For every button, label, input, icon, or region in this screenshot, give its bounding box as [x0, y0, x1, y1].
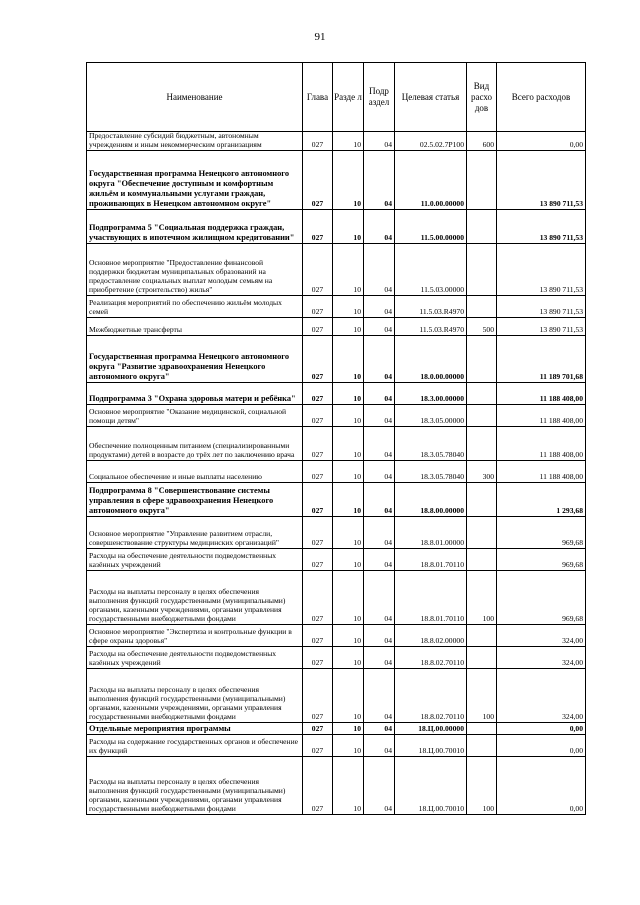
table-row: [87, 427, 586, 461]
cell-total: 11 188 408,00: [497, 427, 586, 461]
cell-total: 324,00: [497, 625, 586, 647]
table-row: [87, 517, 586, 549]
cell-name: Реализация мероприятий по обеспечению жильём молодых семей: [87, 296, 303, 318]
table-row: [87, 244, 586, 296]
table-row: [87, 318, 586, 336]
cell-article: 18.8.00.00000: [395, 483, 467, 517]
cell-name: Подпрограмма 8 "Совершенствование системы управления в сфере здравоохранения Ненецкого автономного округа": [87, 483, 303, 517]
cell-vid: [467, 647, 497, 669]
cell-podrazdel: 04: [364, 427, 395, 461]
table-row: [87, 723, 586, 735]
cell-name: Подпрограмма 5 "Социальная поддержка граждан, участвующих в ипотечном жилищном кредитовании": [87, 210, 303, 244]
cell-vid: [467, 517, 497, 549]
cell-vid: 100: [467, 669, 497, 723]
cell-vid: [467, 483, 497, 517]
cell-podrazdel: 04: [364, 735, 395, 757]
table-row: [87, 669, 586, 723]
cell-podrazdel: 04: [364, 296, 395, 318]
header-vid: Вид расхо дов: [467, 63, 497, 132]
cell-article: 18.0.00.00000: [395, 336, 467, 383]
cell-name: Основное мероприятие "Экспертиза и контрольные функции в сфере охраны здоровья": [87, 625, 303, 647]
cell-total: 0,00: [497, 723, 586, 735]
cell-razdel: 10: [333, 517, 364, 549]
cell-article: 18.Ц.00.00000: [395, 723, 467, 735]
cell-glava: 027: [303, 151, 333, 210]
cell-glava: 027: [303, 723, 333, 735]
cell-podrazdel: 04: [364, 669, 395, 723]
cell-article: 18.8.02.70110: [395, 669, 467, 723]
cell-total: 11 188 408,00: [497, 405, 586, 427]
cell-glava: 027: [303, 318, 333, 336]
table-row: [87, 405, 586, 427]
cell-glava: 027: [303, 625, 333, 647]
cell-article: 18.3.05.78040: [395, 427, 467, 461]
cell-razdel: 10: [333, 735, 364, 757]
header-podrazdel: Подр аздел: [364, 63, 395, 132]
cell-vid: 100: [467, 757, 497, 815]
cell-total: 13 890 711,53: [497, 151, 586, 210]
cell-razdel: 10: [333, 132, 364, 151]
cell-vid: [467, 336, 497, 383]
cell-podrazdel: 04: [364, 625, 395, 647]
cell-total: 969,68: [497, 517, 586, 549]
cell-total: 13 890 711,53: [497, 244, 586, 296]
cell-razdel: 10: [333, 210, 364, 244]
cell-vid: [467, 244, 497, 296]
cell-article: 11.5.03.R4970: [395, 318, 467, 336]
cell-total: 969,68: [497, 549, 586, 571]
cell-podrazdel: 04: [364, 647, 395, 669]
cell-razdel: 10: [333, 483, 364, 517]
cell-razdel: 10: [333, 427, 364, 461]
cell-glava: 027: [303, 735, 333, 757]
budget-table: [86, 62, 586, 815]
cell-name: Основное мероприятие "Управление развитием отрасли, совершенствование структуры медицинских организаций": [87, 517, 303, 549]
cell-vid: 100: [467, 571, 497, 625]
table-row: [87, 461, 586, 483]
table-row: [87, 647, 586, 669]
cell-podrazdel: 04: [364, 483, 395, 517]
table-row: [87, 336, 586, 383]
cell-article: 11.5.03.00000: [395, 244, 467, 296]
cell-podrazdel: 04: [364, 318, 395, 336]
cell-article: 18.8.01.70110: [395, 571, 467, 625]
cell-glava: 027: [303, 517, 333, 549]
cell-vid: [467, 405, 497, 427]
cell-glava: 027: [303, 336, 333, 383]
cell-glava: 027: [303, 296, 333, 318]
cell-name: Расходы на содержание государственных органов и обеспечение их функций: [87, 735, 303, 757]
cell-glava: 027: [303, 210, 333, 244]
cell-podrazdel: 04: [364, 461, 395, 483]
cell-razdel: 10: [333, 296, 364, 318]
cell-name: Государственная программа Ненецкого автономного округа "Развитие здравоохранения Ненецкого автономного округа": [87, 336, 303, 383]
cell-vid: 600: [467, 132, 497, 151]
cell-article: 18.3.05.00000: [395, 405, 467, 427]
cell-podrazdel: 04: [364, 210, 395, 244]
cell-total: 11 189 701,68: [497, 336, 586, 383]
cell-razdel: 10: [333, 383, 364, 405]
cell-name: Обеспечение полноценным питанием (специализированными продуктами) детей в возрасте до трёх лет по заключению врача: [87, 427, 303, 461]
header-name: Наименование: [87, 63, 303, 132]
cell-name: Расходы на выплаты персоналу в целях обеспечения выполнения функций государственными (муниципальными) органами, казенными учреждениями, органами управления государственными внебюджетными фондами: [87, 757, 303, 815]
cell-article: 18.8.02.00000: [395, 625, 467, 647]
cell-name: Основное мероприятие "Предоставление финансовой поддержки бюджетам муниципальных образований на предоставление социальных выплат молодым семьям на приобретение (строительство) жилья": [87, 244, 303, 296]
cell-article: 18.8.01.70110: [395, 549, 467, 571]
cell-vid: [467, 723, 497, 735]
cell-vid: [467, 549, 497, 571]
cell-name: Отдельные мероприятия программы: [87, 723, 303, 735]
cell-name: Расходы на обеспечение деятельности подведомственных казённых учреждений: [87, 549, 303, 571]
cell-article: 18.3.05.78040: [395, 461, 467, 483]
cell-total: 13 890 711,53: [497, 296, 586, 318]
cell-name: Расходы на выплаты персоналу в целях обеспечения выполнения функций государственными (муниципальными) органами, казенными учреждениями, органами управления государственными внебюджетными фондами: [87, 571, 303, 625]
cell-podrazdel: 04: [364, 383, 395, 405]
cell-glava: 027: [303, 571, 333, 625]
table-row: [87, 549, 586, 571]
cell-glava: 027: [303, 132, 333, 151]
cell-glava: 027: [303, 483, 333, 517]
cell-name: Межбюджетные трансферты: [87, 318, 303, 336]
cell-total: 13 890 711,53: [497, 318, 586, 336]
header-glava: Глава: [303, 63, 333, 132]
header-total: Всего расходов: [497, 63, 586, 132]
table-row: [87, 383, 586, 405]
cell-glava: 027: [303, 405, 333, 427]
cell-razdel: 10: [333, 318, 364, 336]
cell-total: 11 188 408,00: [497, 461, 586, 483]
cell-name: Предоставление субсидий бюджетным, автономным учреждениям и иным некоммерческим организациям: [87, 132, 303, 151]
cell-name: Расходы на обеспечение деятельности подведомственных казённых учреждений: [87, 647, 303, 669]
table-row: [87, 151, 586, 210]
cell-name: Подпрограмма 3 "Охрана здоровья матери и ребёнка": [87, 383, 303, 405]
cell-name: Основное мероприятие "Оказание медицинской, социальной помощи детям": [87, 405, 303, 427]
cell-article: 18.Ц.00.70010: [395, 757, 467, 815]
table-header-row: [87, 63, 586, 132]
table-row: [87, 625, 586, 647]
cell-total: 0,00: [497, 132, 586, 151]
cell-razdel: 10: [333, 549, 364, 571]
cell-razdel: 10: [333, 625, 364, 647]
cell-podrazdel: 04: [364, 571, 395, 625]
cell-razdel: 10: [333, 405, 364, 427]
cell-total: 324,00: [497, 669, 586, 723]
table-row: [87, 571, 586, 625]
cell-name: Расходы на выплаты персоналу в целях обеспечения выполнения функций государственными (муниципальными) органами, казенными учреждениями, органами управления государственными внебюджетными фондами: [87, 669, 303, 723]
cell-razdel: 10: [333, 647, 364, 669]
cell-vid: [467, 427, 497, 461]
cell-article: 11.0.00.00000: [395, 151, 467, 210]
table-row: [87, 735, 586, 757]
cell-total: 0,00: [497, 735, 586, 757]
cell-total: 969,68: [497, 571, 586, 625]
cell-article: 02.5.02.7Р100: [395, 132, 467, 151]
cell-razdel: 10: [333, 723, 364, 735]
cell-total: 0,00: [497, 757, 586, 815]
cell-podrazdel: 04: [364, 405, 395, 427]
cell-article: 18.3.00.00000: [395, 383, 467, 405]
table-row: [87, 132, 586, 151]
table-row: [87, 296, 586, 318]
cell-vid: [467, 296, 497, 318]
cell-name: Социальное обеспечение и иные выплаты населению: [87, 461, 303, 483]
cell-podrazdel: 04: [364, 517, 395, 549]
cell-glava: 027: [303, 669, 333, 723]
cell-glava: 027: [303, 244, 333, 296]
cell-podrazdel: 04: [364, 723, 395, 735]
cell-glava: 027: [303, 427, 333, 461]
cell-vid: [467, 151, 497, 210]
cell-podrazdel: 04: [364, 132, 395, 151]
cell-name: Государственная программа Ненецкого автономного округа "Обеспечение доступным и комфортным жильём и коммунальными услугами граждан, проживающих в Ненецком автономном округе": [87, 151, 303, 210]
cell-razdel: 10: [333, 336, 364, 383]
cell-vid: [467, 210, 497, 244]
table-body: [87, 132, 586, 815]
cell-razdel: 10: [333, 244, 364, 296]
cell-razdel: 10: [333, 461, 364, 483]
cell-razdel: 10: [333, 669, 364, 723]
cell-razdel: 10: [333, 757, 364, 815]
cell-article: 18.Ц.00.70010: [395, 735, 467, 757]
cell-article: 18.8.02.70110: [395, 647, 467, 669]
table-row: [87, 757, 586, 815]
cell-podrazdel: 04: [364, 244, 395, 296]
cell-vid: 500: [467, 318, 497, 336]
cell-article: 11.5.03.R4970: [395, 296, 467, 318]
cell-total: 324,00: [497, 647, 586, 669]
cell-article: 11.5.00.00000: [395, 210, 467, 244]
cell-total: 1 293,68: [497, 483, 586, 517]
cell-podrazdel: 04: [364, 549, 395, 571]
cell-podrazdel: 04: [364, 336, 395, 383]
cell-razdel: 10: [333, 571, 364, 625]
table-row: [87, 483, 586, 517]
cell-podrazdel: 04: [364, 757, 395, 815]
page-number: 91: [314, 31, 326, 43]
cell-total: 11 188 408,00: [497, 383, 586, 405]
cell-article: 18.8.01.00000: [395, 517, 467, 549]
cell-glava: 027: [303, 461, 333, 483]
header-razdel: Разде л: [333, 63, 364, 132]
cell-total: 13 890 711,53: [497, 210, 586, 244]
header-article: Целевая статья: [395, 63, 467, 132]
cell-vid: [467, 383, 497, 405]
cell-vid: [467, 735, 497, 757]
cell-razdel: 10: [333, 151, 364, 210]
table-row: [87, 210, 586, 244]
cell-vid: 300: [467, 461, 497, 483]
cell-glava: 027: [303, 383, 333, 405]
cell-glava: 027: [303, 757, 333, 815]
cell-glava: 027: [303, 647, 333, 669]
cell-glava: 027: [303, 549, 333, 571]
cell-podrazdel: 04: [364, 151, 395, 210]
cell-vid: [467, 625, 497, 647]
